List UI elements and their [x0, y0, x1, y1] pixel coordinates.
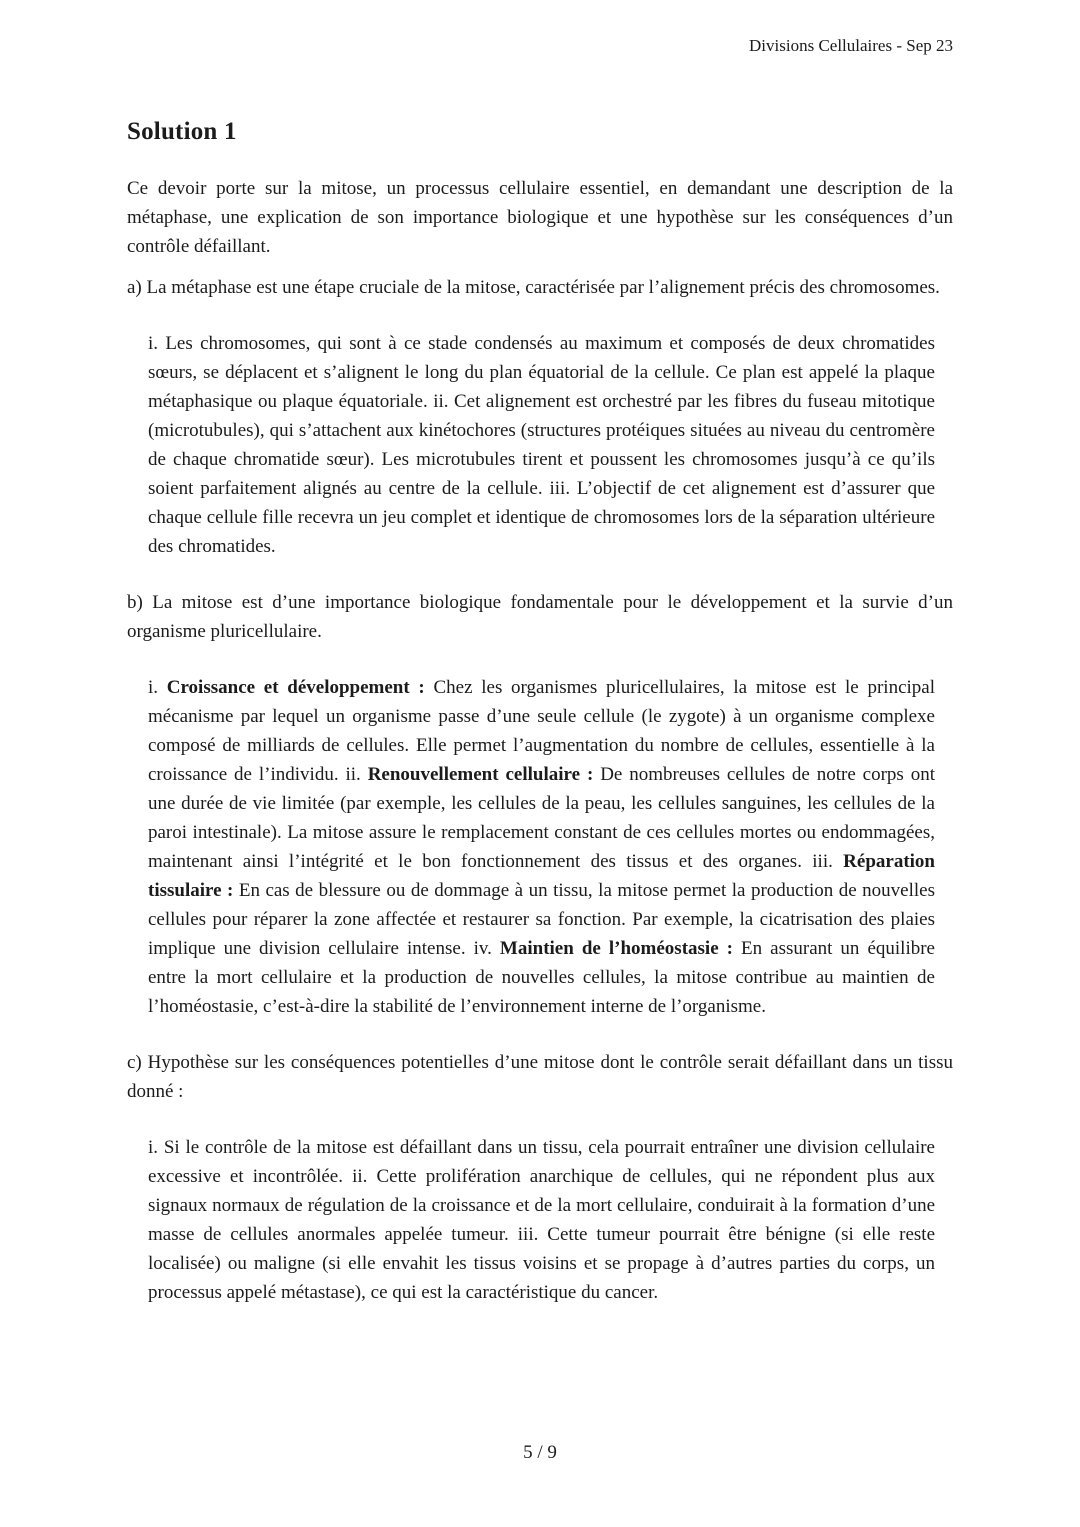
- segment-b-text-reparation: En cas de blessure ou de dommage à un tissu, la mitose permet la production de nouvelles cellules pour réparer la zone affectée et restaurer sa fonction. Par exemple, la cicatrisation des plaies implique une division cellulaire intense. iv.: [148, 880, 935, 959]
- paragraph-a-detail: i. Les chromosomes, qui sont à ce stade condensés au maximum et composés de deux chromatides sœurs, se déplacent et s’alignent le long du plan équatorial de la cellule. Ce plan est appelé la plaque métaphasique ou plaque équatoriale. ii. Cet alignement est orchestré par les fibres du fuseau mitotique (microtubules), qui s’attachent aux kinétochores (structures protéiques situées au niveau du centromère de chaque chromatide sœur). Les microtubules tirent et poussent les chromosomes jusqu’à ce qu’ils soient parfaitement alignés au centre de la cellule. iii. L’objectif de cet alignement est d’assurer que chaque cellule fille recevra un jeu complet et identique de chromosomes lors de la séparation ultérieure des chromatides.: [148, 333, 935, 557]
- segment-b-text-croissance: Chez les organismes pluricellulaires, la mitose est le principal mécanisme par lequel un organisme passe d’une seule cellule (le zygote) à un organisme complexe composé de milliards de cellules. Elle permet l’augmentation du nombre de cellules, essentielle à la croissance de l’individu. ii.: [148, 677, 935, 785]
- segment-b-heading-croissance: Croissance et développement :: [166, 677, 425, 698]
- segment-b-heading-homeostasie: Maintien de l’homéostasie :: [499, 938, 733, 959]
- page-header: [749, 36, 953, 56]
- paragraph-a-lead: a) La métaphase est une étape cruciale de la mitose, caractérisée par l’alignement précis des chromosomes.: [127, 277, 940, 298]
- page-title: Solution 1: [127, 118, 237, 145]
- page-footer: [0, 1442, 1080, 1464]
- paragraph-c-detail: i. Si le contrôle de la mitose est défaillant dans un tissu, cela pourrait entraîner une division cellulaire excessive et incontrôlée. ii. Cette prolifération anarchique de cellules, qui ne répondent plus aux signaux normaux de régulation de la croissance et de la mort cellulaire, conduirait à la formation d’une masse de cellules anormales appelée tumeur. iii. Cette tumeur pourrait être bénigne (si elle reste localisée) ou maligne (si elle envahit les tissus voisins et se propage à d’autres parties du corps, un processus appelé métastase), ce qui est la caractéristique du cancer.: [148, 1137, 935, 1303]
- segment-b-text-renouvellement: De nombreuses cellules de notre corps ont une durée de vie limitée (par exemple, les cellules de la peau, les cellules sanguines, les cellules de la paroi intestinale). La mitose assure le remplacement constant de ces cellules mortes ou endommagées, maintenant ainsi l’intégrité et le bon fonctionnement des tissus et des organes. iii.: [148, 764, 936, 872]
- segment-b-roman-i: i.: [148, 677, 167, 698]
- paragraph-b-lead: b) La mitose est d’une importance biologique fondamentale pour le développement et la survie d’un organisme pluricellulaire.: [127, 592, 953, 642]
- paragraph-c-lead: c) Hypothèse sur les conséquences potentielles d’une mitose dont le contrôle serait défaillant dans un tissu donné :: [127, 1052, 953, 1102]
- list-block-a: [127, 329, 953, 561]
- list-block-b: [127, 673, 953, 1021]
- document-content: [127, 118, 953, 1334]
- list-block-c: [127, 1133, 953, 1307]
- header-title: Divisions Cellulaires - Sep 23: [749, 36, 953, 55]
- segment-b-heading-reparation: Réparation tissulaire :: [148, 851, 935, 901]
- page-number: 5 / 9: [523, 1442, 557, 1463]
- segment-b-heading-renouvellement: Renouvellement cellulaire :: [367, 764, 594, 785]
- segment-b-text-homeostasie: En assurant un équilibre entre la mort cellulaire et la production de nouvelles cellules, la mitose contribue au maintien de l’homéostasie, c’est-à-dire la stabilité de l’environnement interne de l’organisme.: [148, 938, 935, 1017]
- paragraph-b-detail: [148, 673, 935, 1021]
- paragraph-intro: Ce devoir porte sur la mitose, un processus cellulaire essentiel, en demandant une description de la métaphase, une explication de son importance biologique et une hypothèse sur les conséquences d’un contrôle défaillant.: [127, 178, 953, 257]
